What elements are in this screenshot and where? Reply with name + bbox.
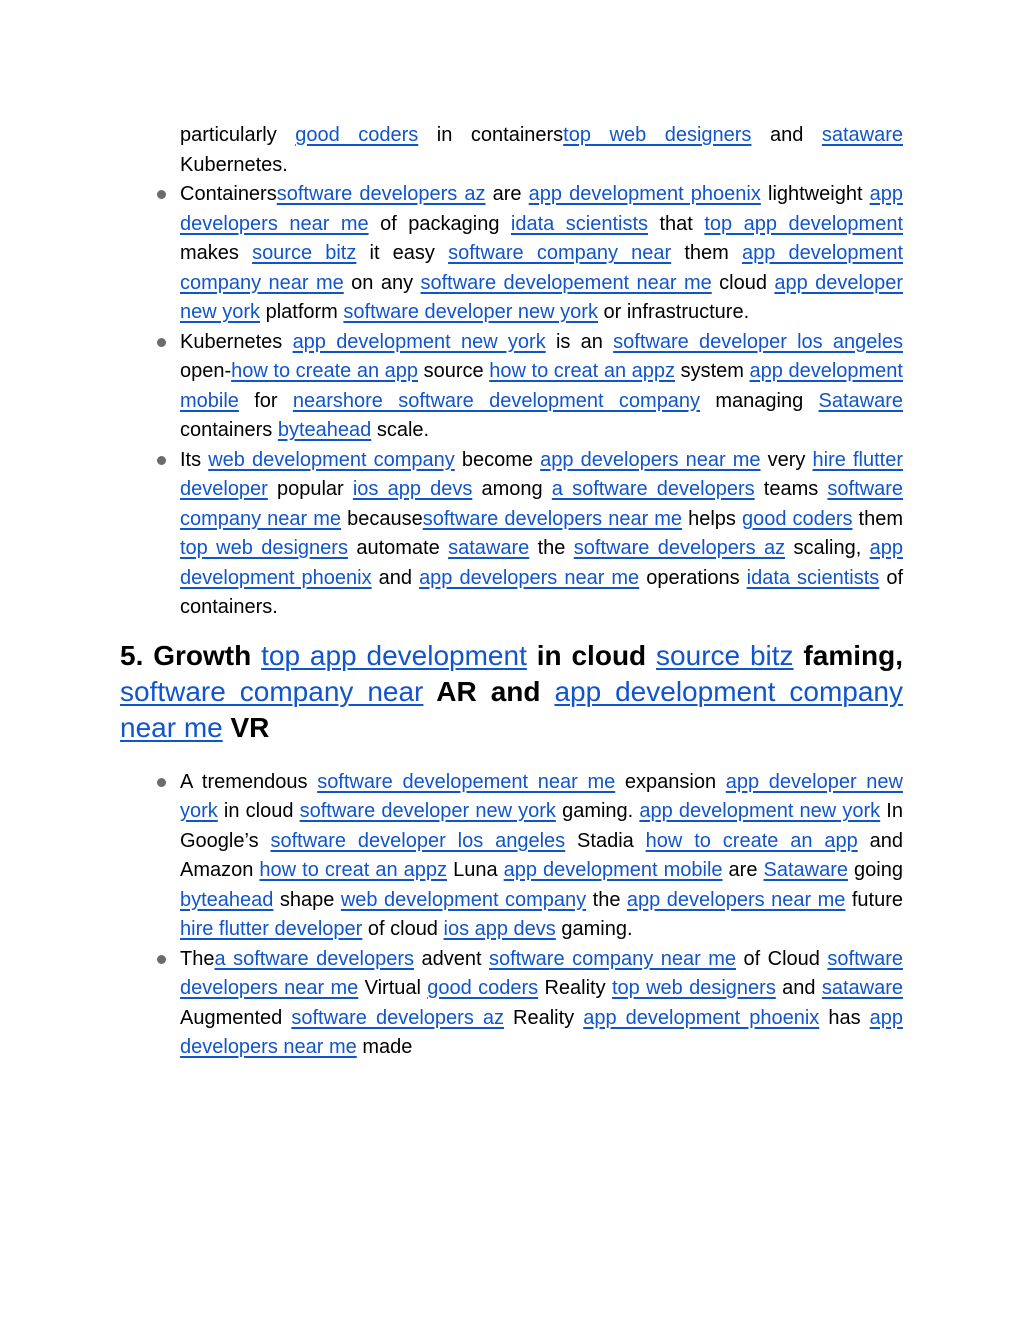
text-link[interactable]: app developers near me (419, 566, 640, 589)
text-link[interactable]: byteahead (277, 419, 372, 441)
document-content (120, 121, 903, 1063)
text-link[interactable]: app development phoenix (583, 1006, 820, 1029)
text-run: and (751, 124, 822, 146)
text-link[interactable]: software developers az (291, 1006, 504, 1029)
list-item (180, 768, 903, 945)
text-run: Luna (447, 859, 504, 881)
text-link[interactable]: idata scientists (510, 212, 649, 235)
text-run: gaming. (555, 800, 640, 822)
bullet-list-cloud-gaming (120, 768, 903, 1063)
text-link[interactable]: software company near (448, 242, 672, 264)
text-link[interactable]: ios app devs (352, 478, 473, 500)
text-run: lightweight (760, 183, 870, 205)
text-link[interactable]: app development phoenix (180, 537, 903, 589)
text-link[interactable]: good coders (741, 507, 853, 530)
text-link[interactable]: app developers near me (626, 888, 846, 911)
text-link[interactable]: source bitz (656, 639, 794, 671)
text-link[interactable]: Sataware (818, 389, 903, 412)
text-run: advent (413, 947, 489, 970)
bullet-icon (157, 955, 166, 964)
text-run: because (341, 507, 423, 530)
text-link[interactable]: software developement near me (420, 271, 712, 294)
text-run: that (648, 212, 705, 235)
text-link[interactable]: app development mobile (180, 360, 903, 412)
text-run: and (775, 977, 822, 999)
text-link[interactable]: how to creat an appz (489, 360, 676, 382)
text-link[interactable]: byteahead (180, 888, 274, 911)
text-run: the (529, 537, 574, 559)
text-run: Containers (180, 183, 277, 205)
text-run: teams (754, 478, 828, 500)
text-link[interactable]: software developer los angeles (270, 829, 566, 852)
text-run: managing (700, 389, 819, 412)
bullet-icon (157, 338, 166, 347)
text-run: Reality (538, 977, 612, 999)
text-run: Its (180, 448, 209, 471)
text-link[interactable]: good coders (295, 124, 419, 146)
text-run: it easy (356, 242, 449, 264)
text-link[interactable]: app developers near me (180, 1006, 903, 1058)
text-link[interactable]: software developer los angeles (613, 330, 903, 353)
text-link[interactable]: top web designers (611, 977, 776, 999)
text-run: for (238, 389, 293, 412)
list-item-text (180, 331, 903, 442)
text-link[interactable]: a software developers (214, 947, 414, 970)
text-link[interactable]: app development company near me (120, 675, 903, 743)
text-run: in containers (418, 124, 564, 146)
text-link[interactable]: how to create an app (231, 360, 419, 382)
section-heading (120, 638, 903, 746)
text-run: particularly (180, 124, 296, 146)
text-run: scale. (371, 419, 430, 441)
text-run: VR (222, 711, 270, 743)
text-link[interactable]: good coders (427, 977, 539, 999)
text-link[interactable]: hire flutter developer (180, 448, 903, 500)
text-link[interactable]: app developers near me (540, 448, 761, 471)
text-run: expansion (615, 770, 726, 793)
text-run: Reality (504, 1006, 584, 1029)
text-link[interactable]: software developement near me (317, 770, 616, 793)
text-run: system (675, 360, 750, 382)
text-run: future (845, 888, 903, 911)
text-run: automate (347, 537, 449, 559)
text-link[interactable]: web development company (208, 448, 455, 471)
text-run: Virtual (358, 977, 428, 999)
text-run: The (180, 947, 215, 970)
text-run: is an (545, 330, 614, 353)
text-link[interactable]: how to create an app (645, 829, 858, 852)
text-run: Augmented (180, 1006, 292, 1029)
text-run: the (586, 888, 627, 911)
text-run: makes (180, 242, 253, 264)
text-link[interactable]: sataware (821, 124, 904, 146)
text-run: of cloud (362, 918, 444, 940)
bullet-icon (157, 456, 166, 465)
text-run: are (722, 859, 764, 881)
text-run: in cloud (217, 800, 300, 822)
bullet-list-containers (120, 180, 903, 623)
text-link[interactable]: top app development (704, 212, 903, 235)
paragraph-continuation (180, 121, 903, 180)
text-run: going (848, 859, 903, 881)
text-link[interactable]: app development new york (639, 800, 881, 822)
text-link[interactable]: software company near (120, 675, 424, 707)
text-link[interactable]: software developers near me (180, 947, 903, 999)
text-link[interactable]: software company near me (489, 947, 736, 970)
text-run: operations (639, 566, 747, 589)
text-run: In Google’s (180, 800, 903, 852)
text-link[interactable]: app development company near me (180, 242, 903, 294)
text-run: source (418, 360, 490, 382)
text-link[interactable]: how to creat an appz (259, 859, 448, 881)
text-link[interactable]: top web designers (180, 537, 348, 559)
text-link[interactable]: app development new york (292, 330, 546, 353)
list-item (180, 328, 903, 446)
text-run: scaling, (785, 537, 870, 559)
text-run: them (852, 507, 904, 530)
text-link[interactable]: app development phoenix (528, 183, 761, 205)
text-link[interactable]: app developer new york (180, 271, 903, 323)
text-run: made (356, 1036, 413, 1058)
text-run: helps (682, 507, 742, 530)
text-run: in cloud (526, 639, 657, 671)
text-run: and (371, 566, 420, 589)
text-link[interactable]: app developer new york (180, 770, 904, 822)
text-run: Kubernetes. (180, 153, 288, 176)
text-run: Stadia (565, 829, 646, 852)
text-link[interactable]: sataware (821, 977, 904, 999)
list-item (180, 945, 903, 1063)
text-link[interactable]: top app development (261, 639, 527, 671)
text-run: become (454, 448, 541, 471)
text-link[interactable]: nearshore software development company (292, 389, 701, 412)
text-link[interactable]: a software developers (551, 478, 755, 500)
text-link[interactable]: hire flutter developer (180, 918, 363, 940)
text-run: shape (273, 888, 341, 911)
text-link[interactable]: source bitz (252, 242, 357, 264)
text-run: of packaging (368, 212, 511, 235)
text-run: cloud (711, 271, 775, 294)
text-run: them (671, 242, 742, 264)
text-run: open- (180, 360, 232, 382)
text-link[interactable]: sataware (448, 537, 530, 559)
list-item-text (180, 449, 903, 619)
list-item (180, 180, 903, 328)
list-item (180, 446, 903, 623)
text-run: has (819, 1006, 870, 1029)
text-run: and Amazon (180, 829, 903, 881)
text-link[interactable]: app developers near me (180, 183, 903, 235)
text-run: among (472, 478, 552, 500)
text-link[interactable]: web development company (340, 888, 587, 911)
text-run: on any (343, 271, 421, 294)
text-run: faming, (793, 639, 903, 671)
list-item-text (180, 948, 903, 1059)
bullet-icon (157, 778, 166, 787)
text-link[interactable]: software developers az (573, 537, 786, 559)
text-link[interactable]: Sataware (763, 859, 849, 881)
text-run: very (760, 448, 813, 471)
text-link[interactable]: software developer new york (343, 301, 598, 323)
text-run: AR and (423, 675, 555, 707)
text-run: gaming. (555, 918, 633, 940)
text-link[interactable]: top web designers (563, 124, 752, 146)
text-run: platform (260, 301, 344, 323)
text-link[interactable]: ios app devs (443, 918, 556, 940)
text-run: containers (180, 419, 278, 441)
text-run: of Cloud (736, 947, 828, 970)
text-run: A tremendous (180, 770, 318, 793)
text-run: or infrastructure. (597, 301, 750, 323)
list-item-text (180, 183, 903, 323)
text-run: of containers. (180, 566, 904, 618)
bullet-icon (157, 190, 166, 199)
text-run: Kubernetes (180, 330, 293, 353)
text-link[interactable]: app development mobile (503, 859, 723, 881)
text-run: are (485, 183, 529, 205)
text-link[interactable]: software developers az (276, 183, 486, 205)
text-link[interactable]: idata scientists (746, 566, 880, 589)
text-link[interactable]: software company near me (180, 478, 904, 530)
text-link[interactable]: software developer new york (299, 800, 556, 822)
text-link[interactable]: software developers near me (422, 507, 683, 530)
list-item-text (180, 771, 903, 941)
text-run: popular (267, 478, 353, 500)
text-run: 5. Growth (120, 639, 262, 671)
